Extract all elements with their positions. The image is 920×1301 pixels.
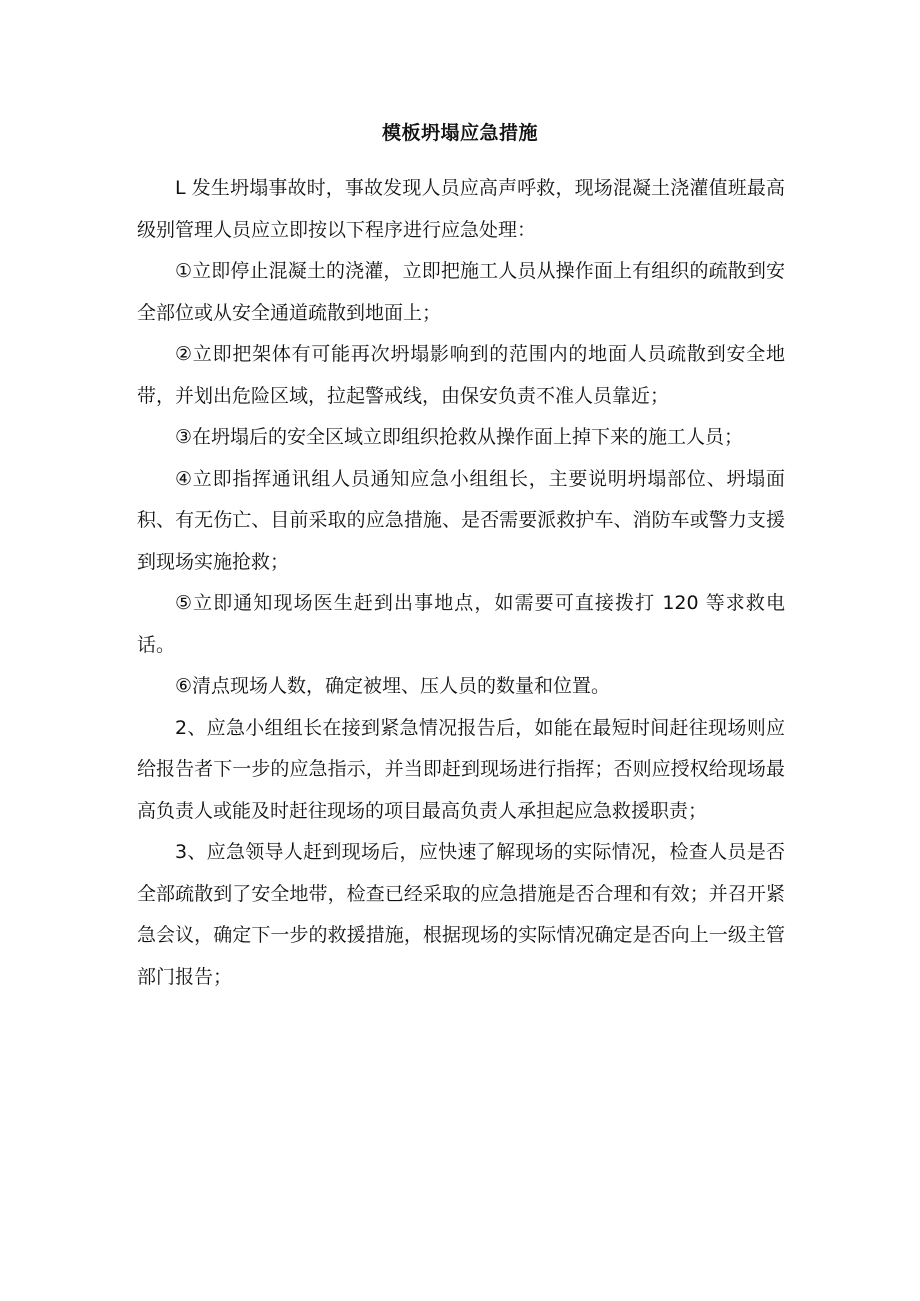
- paragraph-7: ⑥清点现场人数，确定被埋、压人员的数量和位置。: [175, 675, 611, 697]
- paragraph-8: 2、应急小组组长在接到紧急情况报告后，如能在最短时间赶往现场则应给报告者下一步的应急指示，并当即赶到现场进行指挥；否则应授权给现场最高负责人或能及时赶往现场的项目最高负责人承担起应急救援职责；: [137, 716, 785, 822]
- paragraph-1: L 发生坍塌事故时，事故发现人员应高声呼救，现场混凝土浇灌值班最高级别管理人员应立即按以下程序进行应急处理：: [137, 177, 785, 241]
- paragraph-3: ②立即把架体有可能再次坍塌影响到的范围内的地面人员疏散到安全地带，并划出危险区域，拉起警戒线，由保安负责不准人员靠近；: [137, 343, 785, 407]
- document-body: [137, 168, 785, 998]
- paragraph-9: 3、应急领导人赶到现场后，应快速了解现场的实际情况，检查人员是否全部疏散到了安全地带，检查已经采取的应急措施是否合理和有效；并召开紧急会议，确定下一步的救援措施，根据现场的实际情况确定是否向上一级主管部门报告；: [137, 841, 785, 988]
- paragraph-5: ④立即指挥通讯组人员通知应急小组组长，主要说明坍塌部位、坍塌面积、有无伤亡、目前采取的应急措施、是否需要派救护车、消防车或警力支援到现场实施抢救；: [137, 467, 785, 573]
- document-title: 模板坍塌应急措施: [381, 122, 538, 144]
- paragraph-6: ⑤立即通知现场医生赶到出事地点，如需要可直接拨打 120 等求救电话。: [137, 592, 785, 656]
- paragraph-2: ①立即停止混凝土的浇灌，立即把施工人员从操作面上有组织的疏散到安全部位或从安全通道疏散到地面上；: [137, 260, 785, 324]
- paragraph-4: ③在坍塌后的安全区域立即组织抢救从操作面上掉下来的施工人员；: [175, 426, 744, 448]
